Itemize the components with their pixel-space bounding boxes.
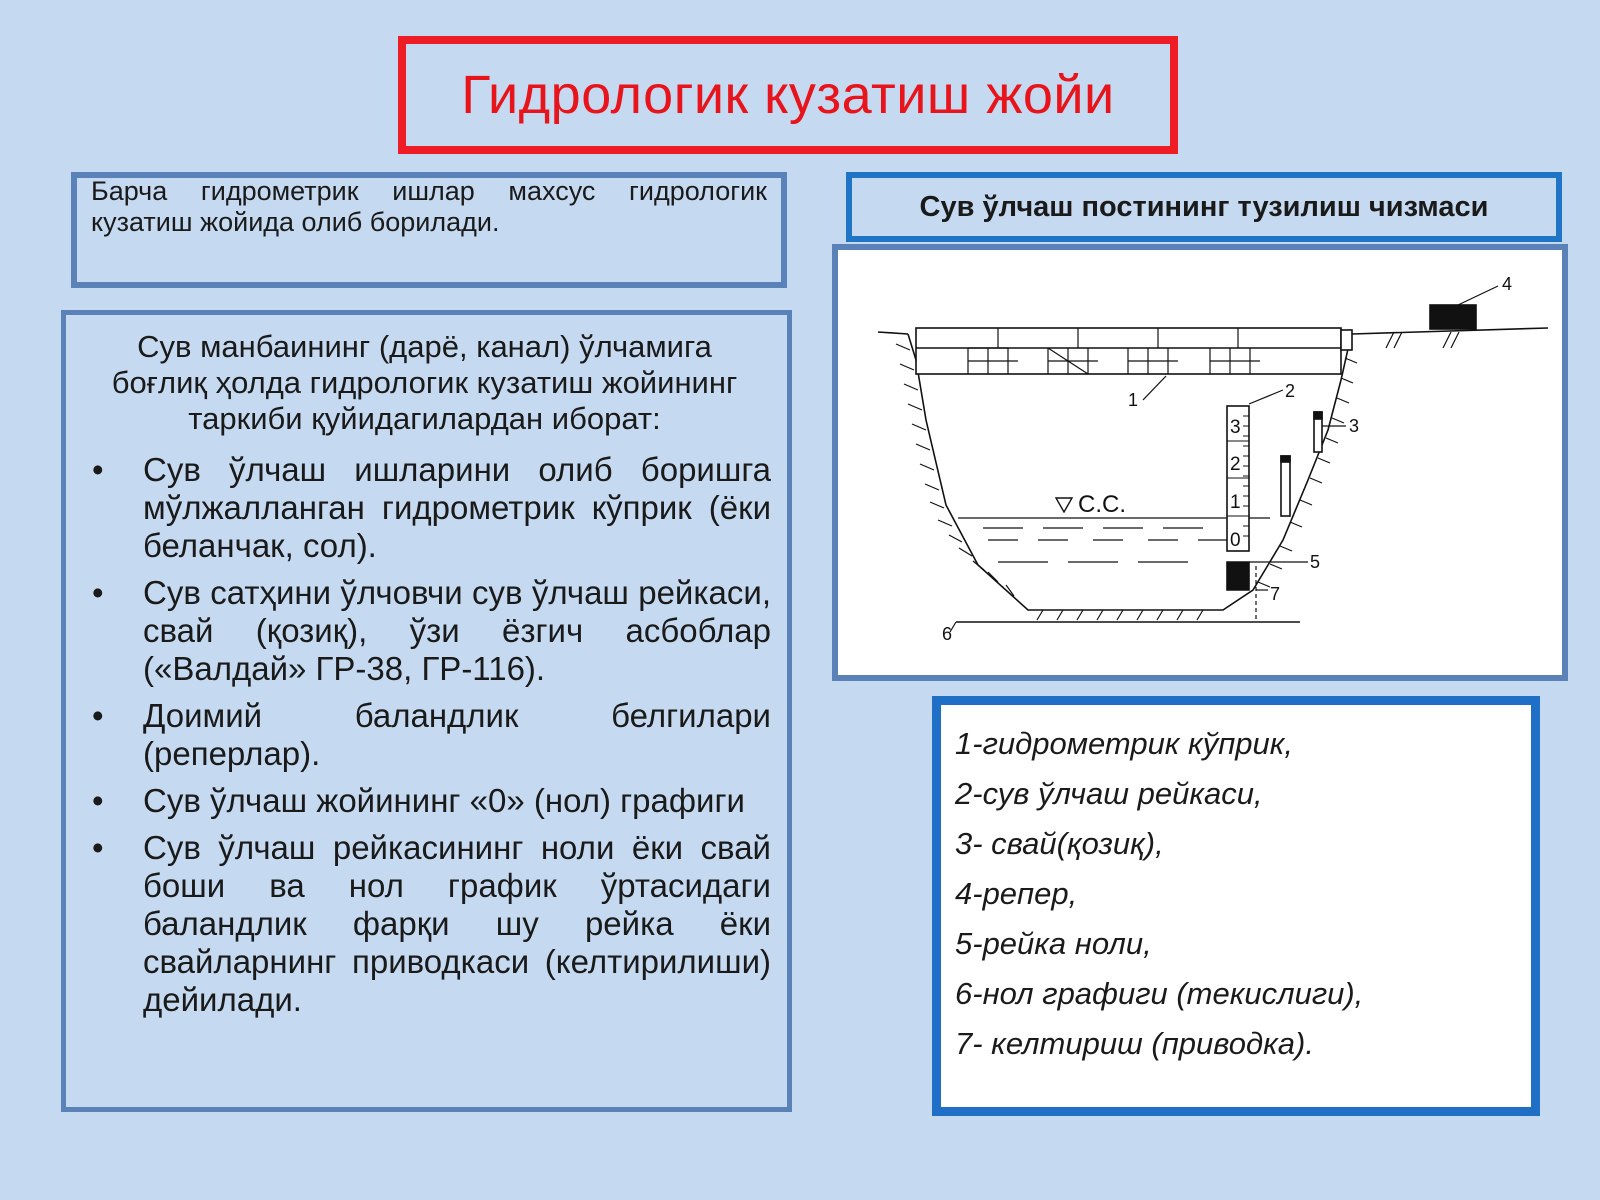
diagram-title: Сув ўлчаш постининг тузилиш чизмаси — [919, 190, 1489, 223]
callout-label-1: 1 — [1128, 390, 1139, 410]
bullet-item — [78, 697, 771, 773]
stake-2 — [1281, 456, 1290, 516]
bullet-item — [78, 829, 771, 1019]
water-level-label: С.С. — [1078, 491, 1126, 518]
bridge-support — [1341, 330, 1352, 350]
legend-item-5: 5-рейка ноли, — [955, 926, 1152, 961]
bank-hatching — [896, 332, 1459, 620]
legend-item-3: 3- свай(қозиқ), — [955, 826, 1164, 861]
legend-item-4: 4-репер, — [955, 876, 1078, 911]
legend-item-1: 1-гидрометрик кўприк, — [955, 726, 1293, 761]
bullet-item — [78, 451, 771, 565]
legend-item-6: 6-нол графиги (текислиги), — [955, 976, 1364, 1011]
stake-cap-1 — [1314, 412, 1322, 419]
diagram-frame — [832, 244, 1568, 681]
bullet-item — [78, 782, 771, 820]
gauging-station-diagram — [838, 250, 1562, 675]
bullet-icon: • — [92, 574, 104, 611]
left-bank-line — [878, 332, 908, 334]
gauge-mark-1: 1 — [1230, 492, 1241, 513]
callout-label-5: 5 — [1310, 552, 1321, 572]
water-lines — [958, 518, 1270, 562]
water-level-icon — [1056, 498, 1072, 512]
bullet-icon: • — [92, 782, 104, 819]
bullet-text: Сув сатҳини ўлчовчи сув ўлчаш рейкаси, свай (қозиқ), ўзи ёзгич асбоблар («Валдай» ГР-38, ГР-116). — [143, 574, 771, 687]
legend-box — [932, 696, 1540, 1116]
bullet-icon: • — [92, 451, 104, 488]
callout-label-2: 2 — [1285, 381, 1296, 401]
bullet-text: Сув ўлчаш рейкасининг ноли ёки свай боши ва нол график ўртасидаги баландлик фарқи шу рейка ёки свайларнинг приводкаси (келтирилиши) дейилади. — [143, 829, 771, 1018]
bullet-list — [78, 451, 771, 1019]
legend-item-2: 2-сув ўлчаш рейкаси, — [955, 776, 1263, 811]
callout-label-3: 3 — [1349, 416, 1360, 436]
main-heading: Сув манбаининг (дарё, канал) ўлчамига боғлиқ ҳолда гидрологик кузатиш жойининг таркиби қуйидагилардан иборат: — [111, 329, 738, 436]
legend-item-7: 7- келтириш (приводка). — [955, 1026, 1314, 1061]
gauge-mark-2: 2 — [1230, 454, 1241, 475]
staff-gauge-base — [1227, 562, 1249, 590]
title-box — [398, 36, 1178, 154]
callout-leader-2 — [1249, 390, 1283, 404]
callout-leader-1 — [1143, 376, 1166, 400]
bullet-text: Доимий баландлик белгилари (реперлар). — [143, 697, 771, 772]
callout-label-4: 4 — [1502, 274, 1513, 294]
bullet-icon: • — [92, 697, 104, 734]
callout-label-7: 7 — [1270, 584, 1281, 604]
intro-text: Барча гидрометрик ишлар махсус гидрологик кузатиш жойида олиб борилади. — [91, 176, 767, 237]
callout-label-6: 6 — [942, 624, 953, 644]
slide-title: Гидрологик кузатиш жойи — [461, 65, 1115, 125]
bullet-text: Сув ўлчаш ишларини олиб боришга мўлжалланган гидрометрик кўприк (ёки беланчак, сол). — [143, 451, 771, 564]
gauge-mark-3: 3 — [1230, 417, 1241, 438]
diagram-title-box — [846, 172, 1562, 242]
callout-leader-4 — [1458, 286, 1498, 305]
intro-box — [71, 172, 787, 288]
bullet-text: Сув ўлчаш жойининг «0» (нол) графиги — [143, 782, 745, 819]
bullet-item — [78, 574, 771, 688]
benchmark-block — [1430, 305, 1476, 329]
bullet-icon: • — [92, 829, 104, 866]
gauge-mark-0: 0 — [1230, 530, 1241, 551]
stake-cap-2 — [1281, 456, 1290, 462]
main-content-box — [61, 310, 792, 1112]
